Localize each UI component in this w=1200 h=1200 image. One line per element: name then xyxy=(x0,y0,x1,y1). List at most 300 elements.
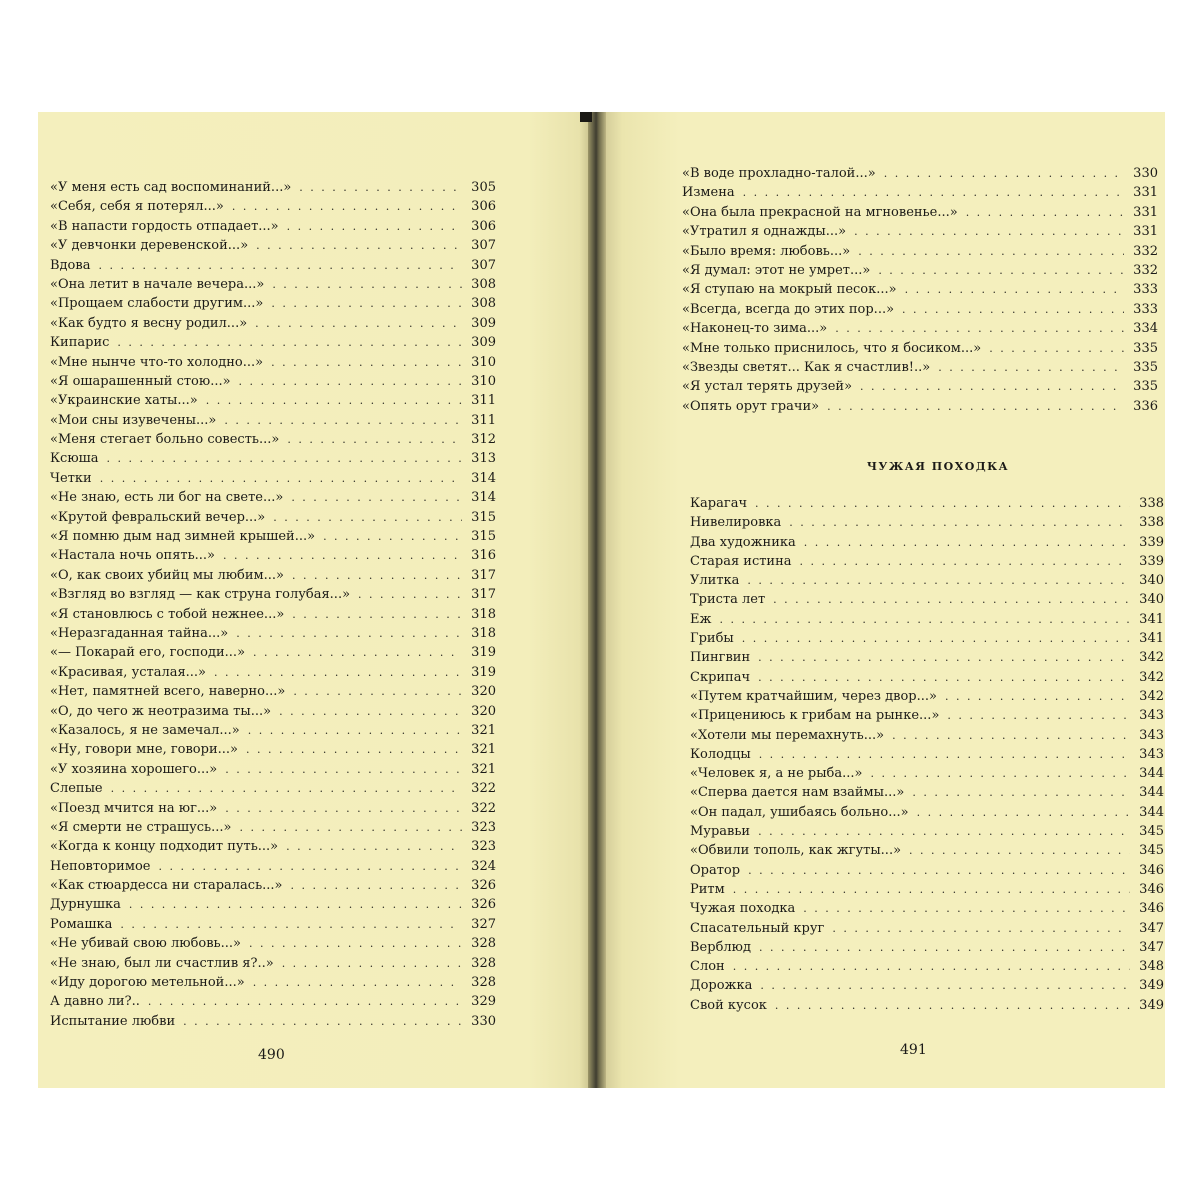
toc-entry-page: 338 xyxy=(1139,496,1164,511)
toc-entry xyxy=(50,857,496,876)
dot-leader xyxy=(733,880,1130,899)
toc-entry-page: 343 xyxy=(1139,727,1164,743)
toc-entry-page: 330 xyxy=(1133,166,1158,181)
section-title: ЧУЖАЯ ПОХОДКА xyxy=(866,460,1010,473)
toc-entry xyxy=(690,745,1164,764)
dot-leader xyxy=(835,319,1124,338)
dot-leader xyxy=(248,721,462,740)
toc-entry xyxy=(682,242,1158,261)
toc-entry-title: Слепые xyxy=(50,781,103,797)
toc-entry-title: «Мои сны изувечены...» xyxy=(50,412,217,428)
toc-entry-title: «Как будто я весну родил...» xyxy=(50,315,248,331)
toc-entry-title: Кипарис xyxy=(50,335,110,351)
toc-entry xyxy=(682,222,1158,241)
toc-entry-page: 306 xyxy=(471,218,496,234)
toc-entry xyxy=(682,261,1158,280)
toc-entry-page: 339 xyxy=(1139,534,1164,550)
dot-leader xyxy=(287,217,462,236)
dot-leader xyxy=(223,546,462,565)
toc-entry-title: Измена xyxy=(682,185,735,201)
toc-entry-title: «Казалось, я не замечал...» xyxy=(50,722,240,738)
dot-leader xyxy=(225,760,462,779)
toc-entry xyxy=(50,915,496,934)
toc-entry-title: Улитка xyxy=(690,573,740,589)
toc-entry-page: 347 xyxy=(1139,920,1164,936)
toc-entry-title: Еж xyxy=(690,611,712,627)
toc-entry-title: «У хозяина хорошего...» xyxy=(50,761,218,777)
dot-leader xyxy=(117,333,462,352)
dot-leader xyxy=(966,203,1124,222)
toc-entry xyxy=(690,552,1164,571)
dot-leader xyxy=(758,822,1130,841)
toc-entry-title: «Прощаем слабости другим...» xyxy=(50,296,264,312)
toc-entry xyxy=(50,333,496,352)
toc-entry-title: Грибы xyxy=(690,631,734,647)
toc-entry-title: «— Покарай его, господи...» xyxy=(50,645,246,661)
toc-entry-title: «Красивая, усталая...» xyxy=(50,664,206,680)
toc-entry-title: Чужая походка xyxy=(690,901,796,917)
dot-leader xyxy=(938,358,1124,377)
dot-leader xyxy=(827,397,1124,416)
toc-entry xyxy=(690,726,1164,745)
toc-entry xyxy=(682,319,1158,338)
dot-leader xyxy=(947,706,1130,725)
toc-entry xyxy=(690,668,1164,687)
dot-leader xyxy=(206,391,462,410)
dot-leader xyxy=(912,783,1130,802)
toc-entry xyxy=(682,300,1158,319)
toc-entry xyxy=(50,256,496,275)
toc-entry-page: 328 xyxy=(471,955,496,971)
toc-entry-page: 316 xyxy=(471,548,496,564)
toc-entry xyxy=(50,217,496,236)
dot-leader xyxy=(858,242,1124,261)
toc-entry-page: 310 xyxy=(471,354,496,370)
toc-entry-title: «Я ступаю на мокрый песок...» xyxy=(682,282,897,298)
toc-entry-page: 314 xyxy=(471,490,496,506)
dot-leader xyxy=(148,992,462,1011)
toc-entry-page: 307 xyxy=(471,257,496,273)
gutter-shadow xyxy=(580,112,592,122)
dot-leader xyxy=(100,469,462,488)
toc-entry-title: «Всегда, всегда до этих пор...» xyxy=(682,301,895,317)
toc-entry xyxy=(690,494,1164,513)
toc-entry xyxy=(50,585,496,604)
toc-entry-title: Дурнушка xyxy=(50,897,121,913)
toc-entry-title: Триста лет xyxy=(690,592,766,608)
toc-entry-title: «Я ошарашенный стою...» xyxy=(50,373,231,389)
toc-entry-title: Оратор xyxy=(690,862,741,878)
toc-entry-page: 326 xyxy=(471,897,496,913)
toc-entry-title: «Взгляд во взгляд — как струна голубая...» xyxy=(50,587,351,603)
dot-leader xyxy=(719,610,1130,629)
toc-entry-page: 311 xyxy=(471,393,496,409)
dot-leader xyxy=(120,915,462,934)
toc-entry-page: 345 xyxy=(1139,824,1164,840)
toc-entry-page: 312 xyxy=(471,432,496,448)
toc-entry xyxy=(682,280,1158,299)
toc-entry xyxy=(50,488,496,507)
dot-leader xyxy=(246,740,462,759)
dot-leader xyxy=(253,973,462,992)
toc-entry-page: 343 xyxy=(1139,708,1164,724)
toc-entry-title: «Украинские хаты...» xyxy=(50,393,198,409)
toc-entry xyxy=(690,919,1164,938)
toc-entry-page: 329 xyxy=(471,994,496,1010)
toc-entry-page: 311 xyxy=(471,412,496,428)
toc-entry-title: Скрипач xyxy=(690,669,751,685)
dot-leader xyxy=(871,764,1131,783)
toc-entry-page: 315 xyxy=(471,529,496,545)
dot-leader xyxy=(800,552,1130,571)
dot-leader xyxy=(854,222,1124,241)
toc-entry-title: Карагач xyxy=(690,496,748,511)
toc-entry xyxy=(50,663,496,682)
toc-entry xyxy=(690,629,1164,648)
toc-entry-page: 322 xyxy=(471,781,496,797)
toc-entry-title: «У девчонки деревенской...» xyxy=(50,238,249,254)
toc-entry-title: «Прицениюсь к грибам на рынке...» xyxy=(690,708,940,724)
toc-entry-title: «В воде прохладно-талой...» xyxy=(682,166,876,181)
toc-entry-page: 309 xyxy=(471,335,496,351)
dot-leader xyxy=(291,488,462,507)
toc-entry-page: 344 xyxy=(1139,785,1164,801)
dot-leader xyxy=(323,527,462,546)
toc-entry xyxy=(50,624,496,643)
toc-entry-title: «Опять орут грачи» xyxy=(682,398,820,414)
toc-entry xyxy=(50,973,496,992)
toc-entry-title: Четки xyxy=(50,470,92,486)
toc-entry-title: «Я становлюсь с тобой нежнее...» xyxy=(50,606,285,622)
toc-entry-page: 332 xyxy=(1133,243,1158,259)
dot-leader xyxy=(299,178,462,197)
dot-leader xyxy=(286,837,462,856)
toc-entry-page: 309 xyxy=(471,315,496,331)
toc-entry-title: Два художника xyxy=(690,534,796,550)
toc-entry xyxy=(50,527,496,546)
toc-entry-title: «Я помню дым над зимней крышей...» xyxy=(50,529,316,545)
toc-entry xyxy=(50,895,496,914)
toc-entry xyxy=(50,372,496,391)
toc-entry-title: Пингвин xyxy=(690,650,751,666)
toc-entry xyxy=(690,861,1164,880)
toc-entry-title: Верблюд xyxy=(690,939,751,955)
dot-leader xyxy=(989,339,1124,358)
toc-entry-title: «О, до чего ж неотразима ты...» xyxy=(50,703,272,719)
toc-entry-page: 333 xyxy=(1133,282,1158,298)
dot-leader xyxy=(249,934,462,953)
toc-entry-title: «Когда к концу подходит путь...» xyxy=(50,839,279,855)
toc-entry xyxy=(50,1012,496,1031)
toc-entry-page: 315 xyxy=(471,509,496,525)
toc-entry-page: 308 xyxy=(471,276,496,292)
toc-entry-title: Ритм xyxy=(690,881,725,897)
dot-leader xyxy=(884,164,1124,183)
toc-entry xyxy=(50,236,496,255)
toc-entry-page: 322 xyxy=(471,800,496,816)
toc-entry-page: 340 xyxy=(1139,573,1164,589)
toc-entry-page: 319 xyxy=(471,664,496,680)
toc-entry-title: «Я устал терять друзей» xyxy=(682,379,853,395)
toc-entry xyxy=(690,533,1164,552)
toc-entry xyxy=(682,358,1158,377)
toc-entry-title: Нивелировка xyxy=(690,515,782,531)
toc-entry-title: «Она летит в начале вечера...» xyxy=(50,276,265,292)
toc-entry-page: 335 xyxy=(1133,340,1158,356)
toc-entry xyxy=(690,783,1164,802)
toc-entry-title: «В напасти гордость отпадает...» xyxy=(50,218,279,234)
toc-entry-page: 349 xyxy=(1139,978,1164,994)
toc-entry-page: 331 xyxy=(1133,204,1158,220)
dot-leader xyxy=(271,294,462,313)
toc-entry xyxy=(50,992,496,1011)
dot-leader xyxy=(291,876,462,895)
right-toc-list xyxy=(682,164,1158,416)
dot-leader xyxy=(256,236,462,255)
left-toc-list xyxy=(50,178,496,1031)
toc-entry xyxy=(50,799,496,818)
toc-entry-page: 321 xyxy=(471,742,496,758)
dot-leader xyxy=(107,449,463,468)
dot-leader xyxy=(860,377,1124,396)
dot-leader xyxy=(239,372,462,391)
dot-leader xyxy=(878,261,1124,280)
toc-entry-page: 320 xyxy=(471,703,496,719)
toc-entry-title: Слон xyxy=(690,959,725,975)
toc-entry-title: «Человек я, а не рыба...» xyxy=(690,766,863,782)
toc-entry xyxy=(690,841,1164,860)
toc-entry-title: Муравьи xyxy=(690,824,751,840)
toc-entry xyxy=(50,740,496,759)
toc-entry-page: 331 xyxy=(1133,185,1158,201)
toc-entry-title: Неповторимое xyxy=(50,858,151,874)
toc-entry xyxy=(50,837,496,856)
dot-leader xyxy=(759,745,1130,764)
toc-entry-page: 344 xyxy=(1139,804,1164,820)
toc-entry xyxy=(50,411,496,430)
toc-entry xyxy=(50,605,496,624)
toc-entry xyxy=(50,643,496,662)
toc-entry xyxy=(50,721,496,740)
toc-entry-page: 336 xyxy=(1133,398,1158,414)
dot-leader xyxy=(272,275,462,294)
toc-entry xyxy=(50,469,496,488)
toc-entry-page: 335 xyxy=(1133,359,1158,375)
toc-entry-page: 326 xyxy=(471,878,496,894)
toc-entry-title: «Не знаю, был ли счастлив я?..» xyxy=(50,955,274,971)
dot-leader xyxy=(747,571,1130,590)
toc-entry-title: «У меня есть сад воспоминаний...» xyxy=(50,180,292,195)
toc-entry-title: «Было время: любовь...» xyxy=(682,243,851,259)
toc-entry xyxy=(682,377,1158,396)
toc-entry-page: 310 xyxy=(471,373,496,389)
toc-entry xyxy=(682,339,1158,358)
toc-entry xyxy=(50,314,496,333)
toc-entry-title: Ксюша xyxy=(50,451,99,467)
dot-leader xyxy=(158,857,462,876)
toc-entry xyxy=(690,957,1164,976)
section-toc-list xyxy=(690,494,1164,1015)
toc-entry-page: 330 xyxy=(471,1013,496,1029)
toc-entry-title: «Не убивай свою любовь...» xyxy=(50,936,241,952)
dot-leader xyxy=(282,954,462,973)
toc-entry-page: 307 xyxy=(471,238,496,254)
dot-leader xyxy=(293,682,462,701)
toc-entry-title: Колодцы xyxy=(690,746,751,762)
toc-entry xyxy=(690,590,1164,609)
toc-entry-page: 341 xyxy=(1139,611,1164,627)
toc-entry-title: «Как стюардесса ни старалась...» xyxy=(50,878,283,894)
toc-entry-page: 305 xyxy=(471,180,496,195)
toc-entry-page: 320 xyxy=(471,684,496,700)
dot-leader xyxy=(236,624,462,643)
toc-entry-page: 344 xyxy=(1139,766,1164,782)
dot-leader xyxy=(255,314,462,333)
dot-leader xyxy=(292,605,462,624)
toc-entry-title: «Путем кратчайшим, через двор...» xyxy=(690,688,937,704)
dot-leader xyxy=(742,629,1130,648)
toc-entry-page: 321 xyxy=(471,761,496,777)
toc-entry-title: «Наконец-то зима...» xyxy=(682,321,828,337)
toc-entry xyxy=(50,566,496,585)
toc-entry xyxy=(690,803,1164,822)
dot-leader xyxy=(287,430,462,449)
toc-entry xyxy=(50,702,496,721)
dot-leader xyxy=(755,494,1130,513)
toc-entry-page: 314 xyxy=(471,470,496,486)
dot-leader xyxy=(758,648,1130,667)
toc-entry-title: «Хотели мы перемахнуть...» xyxy=(690,727,885,743)
toc-entry-title: «Она была прекрасной на мгновенье...» xyxy=(682,204,958,220)
toc-entry-title: Дорожка xyxy=(690,978,753,994)
dot-leader xyxy=(775,996,1130,1015)
toc-entry-page: 327 xyxy=(471,916,496,932)
toc-entry-title: «Нет, памятней всего, наверно...» xyxy=(50,684,286,700)
book-gutter xyxy=(588,112,606,1088)
toc-entry xyxy=(690,764,1164,783)
toc-entry-title: «Не знаю, есть ли бог на свете...» xyxy=(50,490,284,506)
toc-entry-page: 343 xyxy=(1139,746,1164,762)
toc-entry-page: 323 xyxy=(471,839,496,855)
toc-entry-page: 321 xyxy=(471,722,496,738)
dot-leader xyxy=(253,643,462,662)
toc-entry xyxy=(50,178,496,197)
toc-entry xyxy=(50,508,496,527)
toc-entry-title: Свой кусок xyxy=(690,997,767,1013)
toc-entry-page: 333 xyxy=(1133,301,1158,317)
dot-leader xyxy=(892,726,1130,745)
dot-leader xyxy=(902,300,1124,319)
toc-entry xyxy=(682,183,1158,202)
dot-leader xyxy=(183,1012,462,1031)
dot-leader xyxy=(214,663,462,682)
toc-entry-title: «Крутой февральский вечер...» xyxy=(50,509,266,525)
toc-entry-title: «Поезд мчится на юг...» xyxy=(50,800,218,816)
dot-leader xyxy=(232,197,462,216)
toc-entry xyxy=(50,197,496,216)
toc-entry-page: 332 xyxy=(1133,262,1158,278)
dot-leader xyxy=(271,353,462,372)
toc-entry-title: «Неразгаданная тайна...» xyxy=(50,625,229,641)
toc-entry xyxy=(690,880,1164,899)
dot-leader xyxy=(760,976,1130,995)
toc-entry-title: Вдова xyxy=(50,257,91,273)
dot-leader xyxy=(733,957,1130,976)
toc-entry-title: «Себя, себя я потерял...» xyxy=(50,199,224,215)
toc-entry xyxy=(682,397,1158,416)
dot-leader xyxy=(239,818,462,837)
toc-entry-page: 346 xyxy=(1139,901,1164,917)
toc-entry-title: «Настала ночь опять...» xyxy=(50,548,216,564)
toc-entry xyxy=(50,430,496,449)
toc-entry-page: 328 xyxy=(471,936,496,952)
dot-leader xyxy=(804,533,1130,552)
dot-leader xyxy=(759,938,1130,957)
toc-entry xyxy=(50,294,496,313)
toc-entry xyxy=(690,996,1164,1015)
toc-entry-page: 341 xyxy=(1139,631,1164,647)
toc-entry-page: 340 xyxy=(1139,592,1164,608)
dot-leader xyxy=(224,411,462,430)
toc-entry-page: 338 xyxy=(1139,515,1164,531)
toc-entry xyxy=(690,822,1164,841)
toc-entry xyxy=(690,976,1164,995)
toc-entry-title: «Я смерти не страшусь...» xyxy=(50,819,232,835)
toc-entry-page: 349 xyxy=(1139,997,1164,1013)
toc-entry-title: «Я думал: этот не умрет...» xyxy=(682,262,871,278)
dot-leader xyxy=(748,861,1130,880)
toc-entry-page: 348 xyxy=(1139,959,1164,975)
toc-entry-title: «Сперва дается нам взаймы...» xyxy=(690,785,905,801)
dot-leader xyxy=(129,895,462,914)
dot-leader xyxy=(111,779,462,798)
toc-entry xyxy=(690,687,1164,706)
toc-entry-title: «Утратил я однажды...» xyxy=(682,224,847,240)
dot-leader xyxy=(909,841,1130,860)
left-page-number: 490 xyxy=(258,1047,285,1063)
toc-entry xyxy=(682,203,1158,222)
toc-entry-page: 334 xyxy=(1133,321,1158,337)
dot-leader xyxy=(279,702,462,721)
dot-leader xyxy=(945,687,1130,706)
right-page-number: 491 xyxy=(900,1042,927,1058)
toc-entry-page: 342 xyxy=(1139,650,1164,666)
toc-entry-title: Старая истина xyxy=(690,553,792,569)
toc-entry xyxy=(690,938,1164,957)
toc-entry xyxy=(690,610,1164,629)
dot-leader xyxy=(225,799,462,818)
toc-entry-page: 331 xyxy=(1133,224,1158,240)
toc-entry-page: 317 xyxy=(471,587,496,603)
toc-entry-title: «Мне нынче что-то холодно...» xyxy=(50,354,264,370)
toc-entry-title: А давно ли?.. xyxy=(50,994,140,1010)
dot-leader xyxy=(758,668,1130,687)
toc-entry xyxy=(50,818,496,837)
toc-entry-title: «Ну, говори мне, говори...» xyxy=(50,742,238,758)
toc-entry xyxy=(50,779,496,798)
toc-entry-title: «Иду дорогою метельной...» xyxy=(50,975,245,991)
toc-entry xyxy=(50,449,496,468)
toc-entry xyxy=(50,876,496,895)
toc-entry xyxy=(50,275,496,294)
toc-entry-title: «Мне только приснилось, что я босиком...» xyxy=(682,340,982,356)
toc-entry-title: Ромашка xyxy=(50,916,113,932)
toc-entry-page: 324 xyxy=(471,858,496,874)
toc-entry-page: 317 xyxy=(471,567,496,583)
toc-entry xyxy=(50,934,496,953)
toc-entry xyxy=(690,899,1164,918)
toc-entry-page: 342 xyxy=(1139,669,1164,685)
